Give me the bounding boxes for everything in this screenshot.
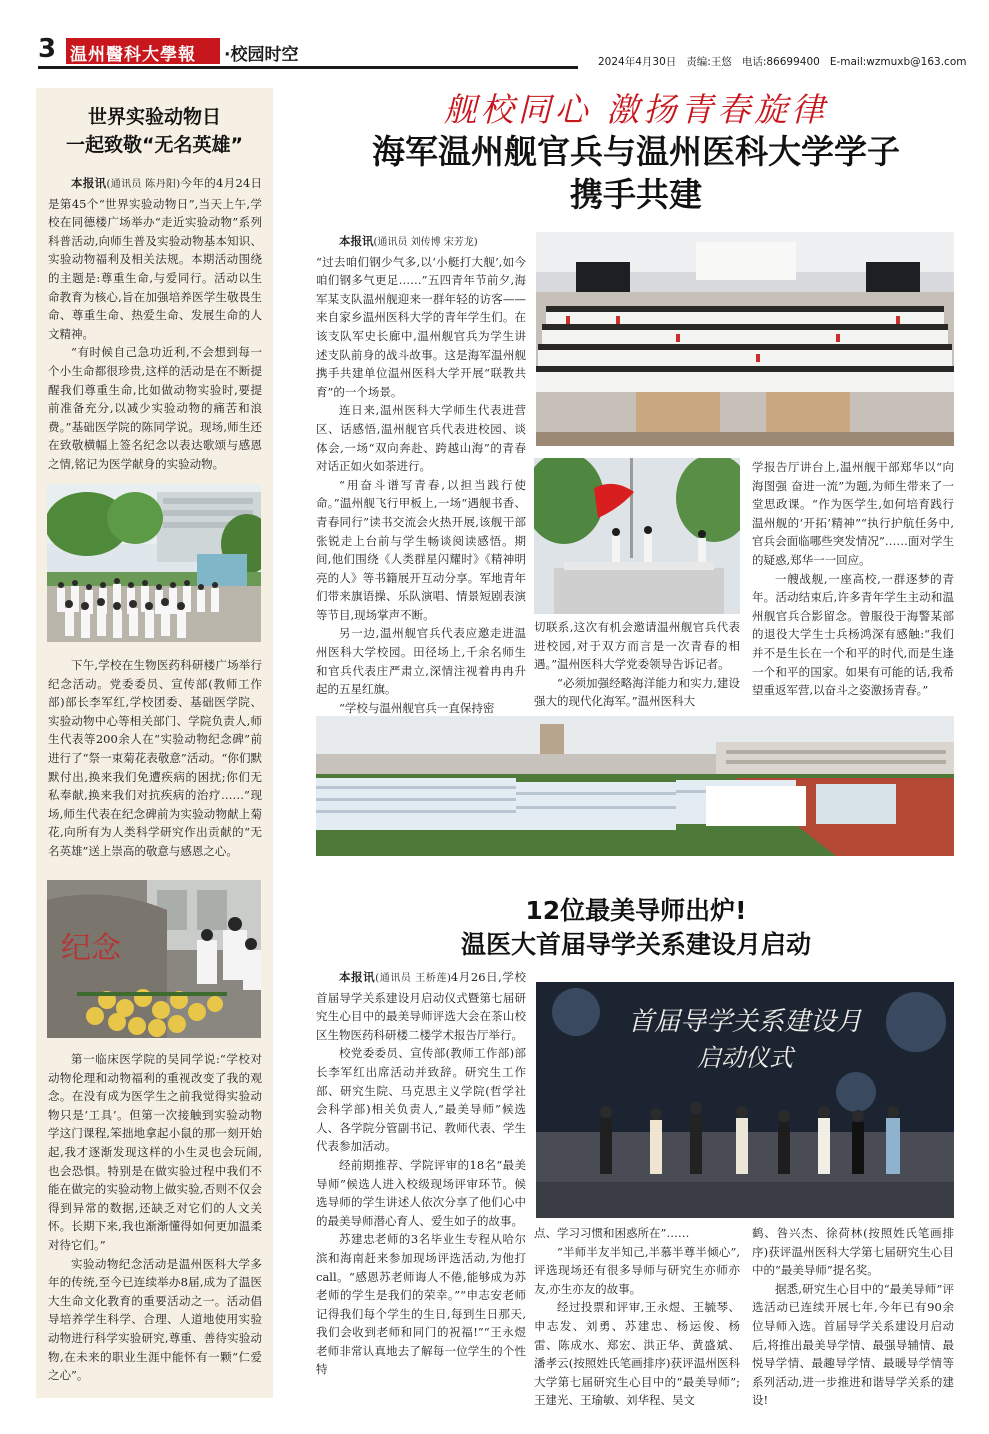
sidebar-lead: 本报讯: [71, 176, 107, 190]
second-col1-p4: 苏建忠老师的3名毕业生专程从哈尔滨和海南赶来参加现场评选活动,为他打call。“感恩苏老师诲人不倦,能够成为苏老师的学生是我们的荣幸。”“申志安老师记得我们每个学生的生日,每到生日那天,我们会收到老师和同门的祝福!”“王永煜老师非常认真地去了解每一位学生的个性特: [316, 1232, 526, 1377]
photo-sports-field-assembly: [316, 716, 954, 856]
monument-inscription: 纪念: [61, 931, 121, 966]
second-col1-p1: 4月26日,学校首届导学关系建设月启动仪式暨第七届研究生心目中的最美导师评选大会在茶山校区生物医药科研楼二楼学术报告厅举行。: [316, 970, 527, 1042]
issue-email: E-mail:wzmuxb@163.com: [829, 56, 967, 68]
second-col2: [534, 1224, 740, 1410]
main-headline-line1: 海军温州舰官兵与温州医科大学学子: [372, 132, 900, 171]
photo-memorial-flowers: [47, 880, 261, 1038]
section-name: ·校园时空: [224, 45, 299, 65]
second-col2-p2: “半师半友半知己,半慕半尊半倾心”,评选现场还有很多导师与研究生亦师亦友,亦生亦友的故事。: [534, 1244, 740, 1296]
second-lead: 本报讯: [339, 970, 376, 984]
main-col2: [534, 618, 740, 711]
issue-info: [598, 54, 966, 69]
photo-lecture-hall: [536, 232, 954, 446]
second-col3-p2: 据悉,研究生心目中的“最美导师”评选活动已连续开展七年,今年已有90余位导师入选。首届导学关系建设月启动后,将推出最美导学情、最强导辅情、最悦导学情、最趣导学情、最暖导学情等系列活动,进一步推进和谐导学关系的建设!: [752, 1281, 954, 1408]
second-col3-p1: 鹤、咎兴杰、徐荷林(按照姓氏笔画排序)获评温州医科大学第七届研究生心目中的“最美导师”提名奖。: [752, 1226, 954, 1278]
second-col2-p1: 点、学习习惯和困惑所在”……: [534, 1226, 690, 1240]
sidebar-para3: 下午,学校在生物医药科研楼广场举行纪念活动。党委委员、宣传部(教师工作部)部长李军红,学校团委、基础医学院、实验动物中心等相关部门、学院负责人,师生代表等200余人在“实验动物纪念碑”前进行了“祭一束菊花表敬意”活动。“你们默默付出,换来我们免遭疾病的困扰;你们无私奉献,换来我们对抗疾病的治疗……”现场,师生代表在纪念碑前为实验动物献上菊花,向所有为人类科学研究作出贡献的“无名英雄”送上崇高的敬意与感恩之心。: [48, 658, 262, 858]
screen-line2: 启动仪式: [697, 1044, 793, 1072]
sidebar-title: [36, 103, 273, 159]
main-kicker: 舰校同心 激扬青春旋律: [443, 90, 829, 129]
paper-name: 温州醫科大學報: [66, 38, 220, 64]
page-number: 3: [38, 34, 57, 64]
second-col3: [752, 1224, 954, 1410]
second-col2-p3: 经过投票和评审,王永煜、王毓琴、申志发、刘勇、苏建忠、杨运俊、杨雷、陈成水、郑宏、洪正华、黄盛斌、潘孝云(按照姓氏笔画排序)获评温州医科大学第七届研究生心目中的“最美导师”;王建光、王瑜敏、刘华程、吴文: [534, 1300, 740, 1408]
main-lead: 本报讯: [339, 234, 374, 248]
main-col3-p2: 一艘战舰,一座高校,一群逐梦的青年。活动结束后,许多青年学生主动和温州舰官兵合影留念。曾服役于海警某部的退役大学生士兵杨鸿深有感触:“我们并不是生长在一个和平的时代,而是生逢一个和平的国家。如果有可能的话,我希望重返军营,以奋斗之姿激扬青春。”: [752, 571, 954, 698]
main-col1: [316, 232, 526, 717]
second-headline-line1: 12位最美导师出炉!: [525, 896, 747, 925]
sidebar-byline: (通讯员 陈丹阳): [106, 179, 181, 190]
sidebar-text-middle: [48, 656, 262, 861]
main-headline-line2: 携手共建: [570, 175, 702, 214]
second-byline: (通讯员 王桥莲): [375, 973, 451, 984]
main-col1-p5: “学校与温州舰官兵一直保持密: [339, 700, 495, 715]
masthead-rule: [38, 66, 578, 69]
sidebar-title-line2: 一起致敬“无名英雄”: [66, 134, 243, 156]
main-col1-p2: 连日来,温州医科大学师生代表进营区、话感悟,温州舰官兵代表进校园、谈体会,一场“双向奔赴、跨越山海”的青春对话正如火如荼进行。: [316, 403, 526, 474]
second-col1-p2: 校党委委员、宣传部(教师工作部)部长李军红出席活动并致辞。研究生工作部、研究生院、马克思主义学院(哲学社会科学部)相关负责人,“最美导师”候选人、各学院分管副书记、教师代表、学生代表参加活动。: [316, 1046, 526, 1154]
main-headline: [312, 130, 960, 216]
issue-date: 2024年4月30日: [598, 56, 677, 68]
sidebar-text-top: [48, 174, 262, 474]
second-col1: [316, 968, 526, 1379]
second-headline: [312, 894, 960, 962]
sidebar-para4: 第一临床医学院的吴同学说:“学校对动物伦理和动物福利的重视改变了我的观念。在没有成为医学生之前我觉得实验动物只是‘工具’。但第一次接触到实验动物学这门课程,笨拙地拿起小鼠的那一刻开始起,我才逐渐发现这样的小生灵也会玩闹,也会恐惧。特别是在做实验过程中我们不能在做完的实验动物上做实验,否则不仅会得到异常的数据,还缺乏对它们的人文关怀。长期下来,我也渐渐懂得如何更加温柔对待它们。”: [48, 1052, 262, 1252]
main-col1-p1: “过去咱们钢少气多,以‘小艇打大舰’,如今咱们钢多气更足……”五四青年节前夕,海军某支队温州舰迎来一群年轻的访客——来自家乡温州医科大学的青年学生们。在该支队军史长廊中,温州舰官兵为学生讲述支队前身的战斗故事。这是海军温州舰携手共建单位温州医科大学开展“联教共育”的一个场景。: [316, 254, 526, 399]
issue-phone: 电话:86699400: [741, 56, 820, 68]
screen-line1: 首届导学关系建设月: [627, 1007, 863, 1037]
issue-editor: 责编:王悠: [686, 56, 732, 68]
photo-flag-raising: [534, 458, 740, 614]
sidebar-para5: 实验动物纪念活动是温州医科大学多年的传统,至今已连续举办8届,成为了温医大生命文化教育的重要活动之一。活动倡导培养学生科学、合理、人道地使用实验动物进行科学实验研究,尊重、善待实验动物,在未来的职业生涯中能怀有一颗“仁爱之心”。: [48, 1256, 262, 1383]
sidebar-text-bottom: [48, 1050, 262, 1385]
photo-lab-animal-day-crowd: [47, 484, 261, 642]
main-col3: [752, 458, 954, 700]
main-col1-p4: 另一边,温州舰官兵代表应邀走进温州医科大学校园。田径场上,千余名师生和官兵代表庄严肃立,深情注视着冉冉升起的五星红旗。: [316, 626, 526, 697]
main-byline: (通讯员 刘传博 宋芳龙): [373, 237, 478, 248]
main-col3-p1: 学报告厅讲台上,温州舰干部郑华以“向海图强 奋进一流”为题,为师生带来了一堂思政课。“作为医学生,如何培育践行温州舰的‘开拓’精神”“执行护航任务中,官兵会面临哪些突发情况”……面对学生的疑惑,郑华一一回应。: [752, 460, 954, 567]
sidebar-para2: “有时候自己急功近利,不会想到每一个小生命都很珍贵,这样的活动是在不断提醒我们尊重生命,比如做动物实验时,要提前准备充分,以减少实验动物的痛苦和浪费。”基础医学院的陈同学说。现场,师生还在致敬横幅上签名纪念以表达歌颂与感恩之情,铭记为医学献身的实验动物。: [48, 345, 262, 471]
second-headline-line2: 温医大首届导学关系建设月启动: [460, 930, 811, 959]
sidebar-title-line1: 世界实验动物日: [87, 106, 221, 128]
photo-mentorship-launch: [536, 982, 954, 1218]
main-col2-p1: 切联系,这次有机会邀请温州舰官兵代表进校园,对于双方而言是一次青春的相遇。”温州医科大学党委领导告诉记者。: [534, 620, 740, 672]
main-col1-p3: “用奋斗谱写青春,以担当践行使命。”温州舰飞行甲板上,一场“遇舰书香、青春同行”读书交流会火热开展,该舰干部张锐走上台前与学生畅谈阅读感悟。期间,他们围绕《人类群星闪耀时》《精神明亮的人》等书籍展开互动分享。军地青年们带来旗语操、乐队演唱、情景短剧表演等节目,现场掌声不断。: [316, 477, 526, 622]
main-col2-p2: “必须加强经略海洋能力和实力,建设强大的现代化海军。”温州医科大: [534, 675, 740, 709]
second-col1-p3: 经前期推荐、学院评审的18名“最美导师”候选人进入校级现场评审环节。候选导师的学生讲述人依次分享了他们心中的最美导师潜心育人、爱生如子的故事。: [316, 1157, 526, 1228]
sidebar-para1: 今年的4月24日是第45个“世界实验动物日”,当天上午,学校在同德楼广场举办“走近实验动物”系列科普活动,向师生普及实验动物基本知识、实验动物福利及相关法规。本期活动围绕的主题是:尊重生命,与爱同行。活动以生命教育为核心,旨在加强培养医学生敬畏生命、尊重生命、热爱生命、发展生命的人文精神。: [48, 176, 263, 341]
